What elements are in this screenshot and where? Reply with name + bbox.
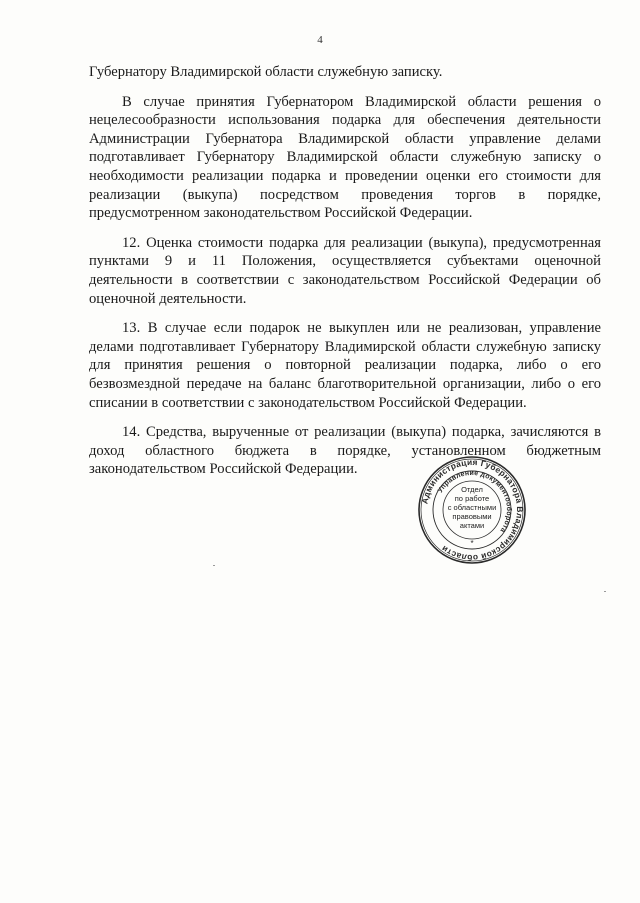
- stamp-center-line: Отдел: [461, 485, 483, 494]
- scan-speck: [604, 591, 606, 592]
- official-stamp: [417, 455, 527, 565]
- page-number: 4: [317, 34, 323, 46]
- stamp-center-line: с областными: [447, 503, 497, 512]
- stamp-center-line: правовыми: [452, 512, 492, 521]
- stamp-star: *: [470, 539, 474, 548]
- paragraph-12: 12. Оценка стоимости подарка для реализации (выкупа), предусмотренная пунктами 9 и 11 Положения, осуществляется субъектами оценочной деятельности в соответствии с законодательством Российской Федерации об оценочной деятельности.: [89, 234, 601, 307]
- scan-speck: [213, 565, 215, 566]
- paragraph-14: 14. Средства, вырученные от реализации (выкупа) подарка, зачисляются в доход областного бюджета в порядке, установленном бюджетным законодательством Российской Федерации.: [89, 424, 601, 478]
- paragraph-13: 13. В случае если подарок не выкуплен или не реализован, управление делами подготавливает Губернатору Владимирской области служебную записку для принятия решения о повторной реализации подарка, либо о его безвозмездной передаче на баланс благотворительной организации, либо о его списании в соответствии с законодательством Российской Федерации.: [89, 320, 601, 411]
- paragraph-decision: В случае принятия Губернатором Владимирской области решения о нецелесообразности использования подарка для обеспечения деятельности Администрации Губернатора Владимирской области управление делами подготавливает Губернатору Владимирской области служебную записку о необходимости реализации подарка и проведении оценки его стоимости для реализации (выкупа) посредством проведения торгов в порядке, предусмотренном законодательством Российской Федерации.: [89, 93, 601, 222]
- stamp-center-line: по работе: [454, 494, 490, 503]
- paragraph-continuation: Губернатору Владимирской области служебную записку.: [89, 64, 443, 80]
- stamp-inner-text: Управление документооборота: [437, 469, 513, 534]
- stamp-center-line: актами: [459, 521, 485, 530]
- document-body: [89, 63, 601, 490]
- stamp-center-text: [445, 485, 499, 530]
- stamp-outer-text: Администрация Губернатора Владимирской области: [419, 456, 526, 564]
